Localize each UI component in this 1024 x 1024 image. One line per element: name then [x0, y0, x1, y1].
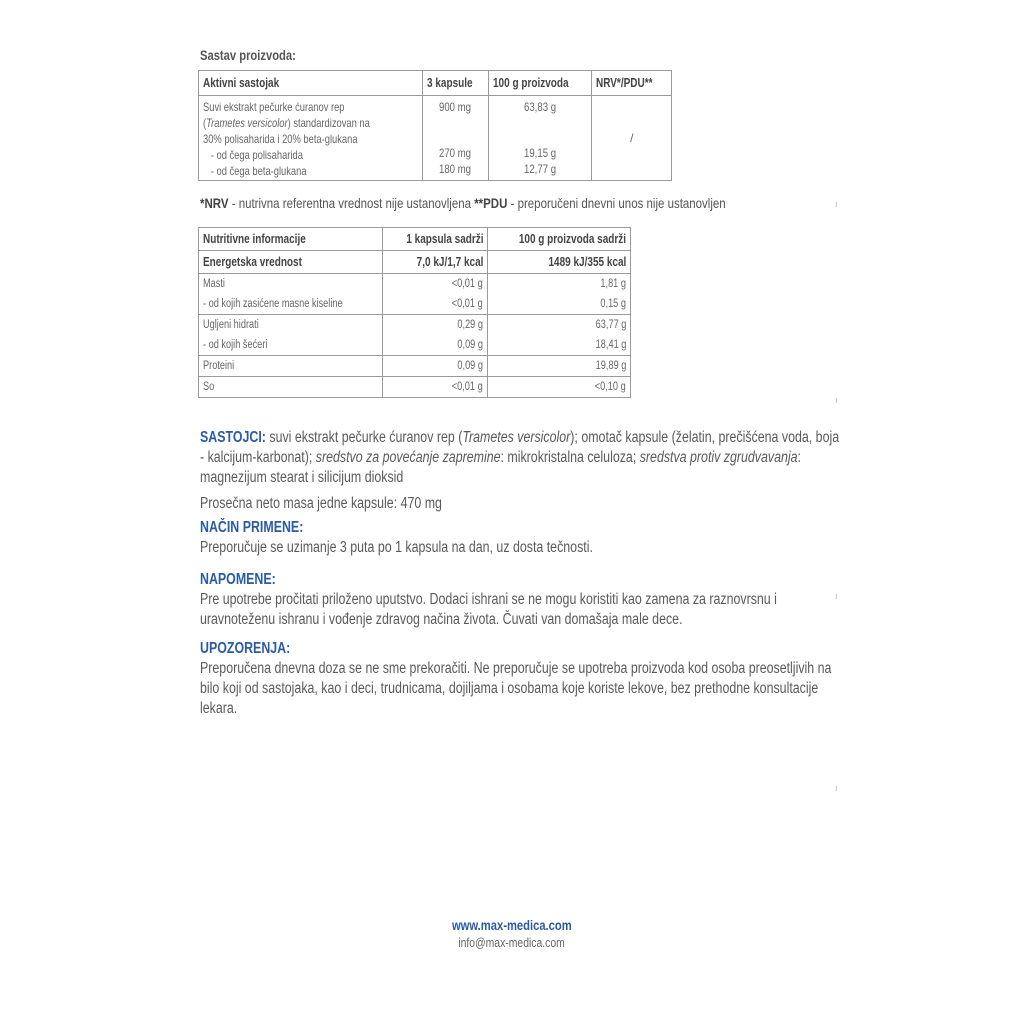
nutrient-name: Proteini: [199, 356, 383, 377]
nutrient-name: Ugljeni hidrati: [199, 315, 383, 336]
composition-table: [198, 70, 672, 181]
table-row: [199, 335, 631, 356]
nutrient-value: 18,41 g: [488, 335, 631, 356]
composition-title: Sastav proizvoda:: [200, 47, 296, 63]
capsules-cell: 900 mg 270 mg 180 mg: [423, 96, 489, 181]
nutrient-value: 0,15 g: [488, 294, 631, 315]
column-header: 3 kapsule: [423, 71, 489, 96]
nutrient-value: 19,89 g: [488, 356, 631, 377]
website-link[interactable]: www.max-medica.com: [452, 917, 572, 933]
nutrient-value: 1,81 g: [488, 274, 631, 295]
table-header-row: [199, 228, 631, 251]
nutrient-name: So: [199, 377, 383, 398]
warnings-section: [200, 639, 840, 719]
energy-label: Energetska vrednost: [199, 251, 383, 274]
column-header: NRV*/PDU**: [592, 71, 672, 96]
energy-value: 1489 kJ/355 kcal: [488, 251, 631, 274]
ingredient-cell: Suvi ekstrakt pečurke ćuranov rep (Trametes versicolor) standardizovan na 30% polisaharida i 20% beta-glukana - od čega polisaharida - od čega beta-glukana: [199, 96, 423, 181]
per100g-cell: 63,83 g 19,15 g 12,77 g: [488, 96, 591, 181]
remarks-label: NAPOMENE:: [200, 571, 276, 588]
remarks-section: [200, 570, 840, 630]
warnings-text: Preporučena dnevna doza se ne sme prekoračiti. Ne preporučuje se upotreba proizvoda kod osoba preosetljivih na bilo koji od sastojaka, kao i deci, trudnicama, dojiljama i osobama koje koriste lekove, bez prethodne konsultacije lekara.: [200, 660, 832, 717]
column-header: Aktivni sastojak: [199, 71, 423, 96]
nutrient-value: <0,01 g: [382, 377, 488, 398]
table-row: [199, 356, 631, 377]
nutrient-value: 0,09 g: [382, 335, 488, 356]
column-header: 1 kapsula sadrži: [382, 228, 488, 251]
trim-mark: [836, 594, 837, 599]
nutrient-name: Masti: [199, 274, 383, 295]
nutrient-name: - od kojih šećeri: [199, 335, 383, 356]
nutrient-value: 63,77 g: [488, 315, 631, 336]
nutrient-value: <0,01 g: [382, 274, 488, 295]
energy-value: 7,0 kJ/1,7 kcal: [382, 251, 488, 274]
email-link[interactable]: info@max-medica.com: [458, 935, 566, 950]
table-row: [199, 315, 631, 336]
usage-label: NAČIN PRIMENE:: [200, 519, 304, 536]
nutrient-value: <0,10 g: [488, 377, 631, 398]
net-mass: Prosečna neto masa jedne kapsule: 470 mg: [200, 495, 442, 512]
energy-row: [199, 251, 631, 274]
nutrient-name: - od kojih zasićene masne kiseline: [199, 294, 383, 315]
nutrient-value: 0,29 g: [382, 315, 488, 336]
table-row: [199, 377, 631, 398]
remarks-text: Pre upotrebe pročitati priloženo uputstvo. Dodaci ishrani se ne mogu koristiti kao zamena za raznovrsnu i uravnoteženu ishranu i vođenje zdravog načina života. Čuvati van domašaja male dece.: [200, 591, 777, 628]
nutrient-value: 0,09 g: [382, 356, 488, 377]
nrv-cell: /: [592, 96, 672, 181]
nutrition-table: [198, 227, 631, 398]
nrv-pdu-notes: *NRV - nutrivna referentna vrednost nije ustanovljena **PDU - preporučeni dnevni unos nije ustanovljen: [200, 195, 726, 211]
column-header: Nutritivne informacije: [199, 228, 383, 251]
trim-mark: [836, 398, 837, 403]
ingredients-section: SASTOJCI: suvi ekstrakt pečurke ćuranov rep (Trametes versicolor); omotač kapsule (želatin, prečišćena voda, boja - kalcijum-karbonat); sredstvo za povećanje zapremine: mikrokristalna celuloza; sredstva protiv zgrudvavanja: magnezijum stearat i silicijum dioksid: [200, 429, 840, 486]
usage-section: [200, 518, 840, 558]
nutrient-value: <0,01 g: [382, 294, 488, 315]
usage-text: Preporučuje se uzimanje 3 puta po 1 kapsula na dan, uz dosta tečnosti.: [200, 539, 593, 556]
table-row: [199, 96, 672, 181]
trim-mark: [836, 786, 837, 791]
table-header-row: [199, 71, 672, 96]
table-row: [199, 294, 631, 315]
ingredients-label: SASTOJCI:: [200, 429, 266, 446]
column-header: 100 g proizvoda: [488, 71, 591, 96]
warnings-label: UPOZORENJA:: [200, 640, 291, 657]
trim-mark: [836, 202, 837, 207]
column-header: 100 g proizvoda sadrži: [488, 228, 631, 251]
table-row: [199, 274, 631, 295]
